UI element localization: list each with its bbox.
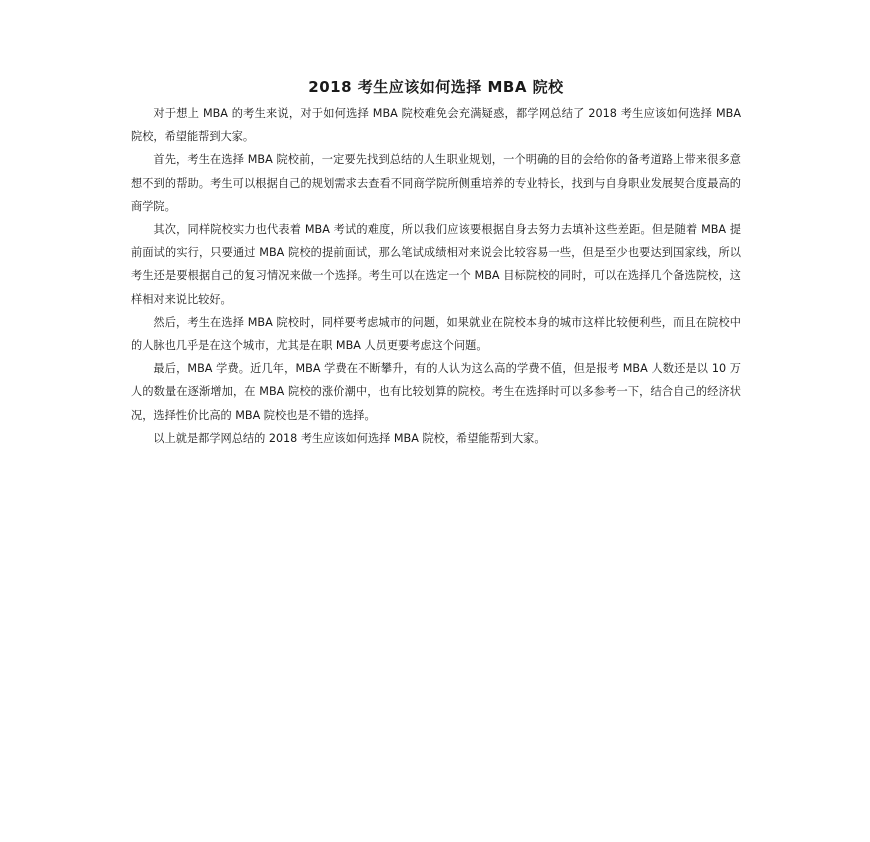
document-page xyxy=(131,76,741,450)
paragraph-intro: 对于想上 MBA 的考生来说，对于如何选择 MBA 院校难免会充满疑惑，都学网总结了 2018 考生应该如何选择 MBA 院校，希望能帮到大家。 xyxy=(131,107,741,144)
paragraph-then: 然后，考生在选择 MBA 院校时，同样要考虑城市的问题，如果就业在院校本身的城市这样比较便利些，而且在院校中的人脉也几乎是在这个城市，尤其是在职 MBA 人员更要考虑这个问题。 xyxy=(131,315,741,353)
paragraph-conclusion: 以上就是都学网总结的 2018 考生应该如何选择 MBA 院校，希望能帮到大家。 xyxy=(153,431,546,445)
paragraph-finally: 最后，MBA 学费。近几年，MBA 学费在不断攀升，有的人认为这么高的学费不值，但是报考 MBA 人数还是以 10 万人的数量在逐渐增加，在 MBA 院校的涨价潮中，也有比较划算的院校。考生在选择时可以多参考一下，结合自己的经济状况，选择性价比高的 MBA 院校也是不错的选择。 xyxy=(131,362,741,422)
document-title: 2018 考生应该如何选择 MBA 院校 xyxy=(308,78,564,96)
paragraph-first: 首先，考生在选择 MBA 院校前，一定要先找到总结的人生职业规划，一个明确的目的会给你的备考道路上带来很多意想不到的帮助。考生可以根据自己的规划需求去查看不同商学院所侧重培养的专业特长，找到与自身职业发展契合度最高的商学院。 xyxy=(131,153,741,213)
paragraph-second: 其次，同样院校实力也代表着 MBA 考试的难度，所以我们应该要根据自身去努力去填补这些差距。但是随着 MBA 提前面试的实行，只要通过 MBA 院校的提前面试，那么笔试成绩相对来说会比较容易一些，但是至少也要达到国家线，所以考生还是要根据自己的复习情况来做一个选择。考生可以在选定一个 MBA 目标院校的同时，可以在选择几个备选院校，这样相对来说比较好。 xyxy=(131,223,741,306)
